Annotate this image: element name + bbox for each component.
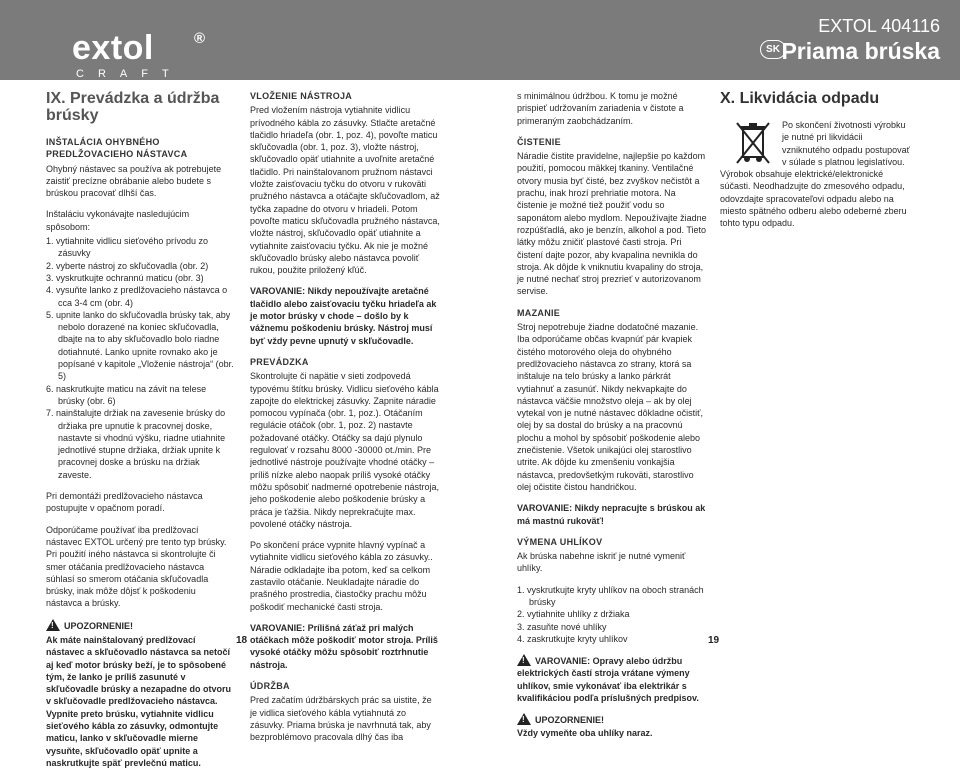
warning-title: !UPOZORNENIE! [517,713,707,726]
column-4 [720,90,910,239]
list-item: 1. vytiahnite vidlicu sieťového prívodu zo zásuvky [46,236,208,259]
model-number: EXTOL 404116 [818,16,940,36]
list-item: 1. vyskrutkujte kryty uhlíkov na oboch stranách brúsky [517,584,704,607]
warning-text: VAROVANIE: Nikdy nepoužívajte aretačné tlačidlo alebo zaisťovaciu tyčku hriadeľa ak je motor brúsky v chode – došlo by k vážnemu poškodeniu brúsky. Nástroj musí byť vždy pevne upnutý v skľučovadle. [250,286,437,346]
subheading-installation: INŠTALÁCIA OHYBNÉHO PREDLŽOVACIEHO NÁSTAVCA [46,137,188,160]
brand-sub: CRAFT [76,68,183,80]
subheading-brush-replacement: VÝMENA UHLÍKOV [517,536,603,547]
warning-icon [517,713,531,725]
list-item: 4. vysuňte lanko z predlžovacieho nástavca o cca 3-4 cm (obr. 4) [46,285,228,308]
list-item: 3. vyskrutkujte ochrannú maticu (obr. 3) [46,272,204,283]
list-item: 3. zasuňte nové uhlíky [517,621,607,632]
extol-logo [26,14,206,80]
list-item: 2. vytiahnite uhlíky z držiaka [517,609,630,620]
paragraph: s minimálnou údržbou. K tomu je možné prispieť udržovaním zariadenia v čistote a primeraným zaobchádzaním. [517,91,684,126]
paragraph: Náradie čistite pravidelne, najlepšie po každom použití, pomocou mäkkej tkaniny. Ventilačné otvory musia byť čisté, bez zvyškov nečistôt a prachu, inak hrozí prehriatie motora. Na čistenie je možné tiež použiť vodu so saponátom alebo mydlom. Nepoužívajte žiadne rozpúšťadlá, ako je benzín, alkohol a pod. Tieto látky môžu zničiť plastové časti stroja. Pri čistení dajte pozor, aby kvapalina nevnikla do stroja. Ak dôjde k vniknutiu kvapaliny do stroja, je nutné nechať stroj prezrieť v autorizovanom servise. [517,151,707,297]
paragraph: Po skončení práce vypnite hlavný vypínač a vytiahnite vidlicu sieťového kábla zo zásuvky.. [250,540,433,563]
subheading-maintenance: ÚDRŽBA [250,681,290,692]
page-number-right: 19 [708,635,720,646]
installation-steps [46,235,234,481]
list-item: 7. nainštalujte držiak na zavesenie brúsky do držiaka pre upnutie k pracovnej doske, nastavte si vhodnú výšku, riadne utiahnite jednotlivé stupne držiaka, držiak upnite k pracovnej doske a brúsku na držiak zaveste. [46,408,226,480]
warning-text: !VAROVANIE: Opravy alebo údržbu elektrických častí stroja vrátane výmeny uhlíkov, smie vykonávať iba elektrikár s kvalifikáciou podľa príslušných predpisov. [517,654,707,704]
page-number-left: 18 [236,635,248,646]
brush-steps [517,584,707,645]
crossed-bin-icon [734,121,772,165]
warning-text: VAROVANIE: Nikdy nepracujte s brúskou ak má mastnú rukoväť! [517,503,706,526]
product-title: Priama brúska [781,38,940,64]
language-badge: SK [760,40,786,59]
subheading-cleaning: ČISTENIE [517,136,561,147]
paragraph: Pred začatím údržbárskych prác sa uistite, že je vidlica sieťového kábla vytiahnutá zo zásuvky. Priama brúska je navrhnutá tak, aby bezproblémovo pracovala dlhý čas iba [250,695,432,743]
paragraph: Skontrolujte či napätie v sieti zodpovedá typovému štítku brúsky. Vidlicu sieťového kábla zapojte do elektrickej zásuvky. Zapnite náradie pomocou vypínača (obr. 1, poz.). Otáčaním regulácie otáčok (obr. 1, poz. 2) nastavte požadované otáčky. Otáčky sa dajú plynulo regulovať v rozsahu 8000 -30000 ot./min. Pre jednotlivé nástroje používajte vhodné otáčky – príliš nízke alebo naopak príliš vysoké otáčky môžu spôsobiť nadmerné opotrebenie nástroja, jeho poškodenie alebo poškodenie brúsky a práca je ťažšia. Nikdy neprekračujte max. povolené otáčky nástroja. [250,371,439,529]
brand-text: extol [72,29,154,67]
subheading-lubrication: MAZANIE [517,307,561,318]
column-1 [46,90,234,778]
paragraph: Náradie odkladajte iba potom, keď sa celkom zastavilo otáčanie. Neukladajte náradie do prašného prostredia, čiastočky prachu môžu poškodiť mechanické časti stroja. [250,564,431,612]
list-item: 5. upnite lanko do skľučovadla brúsky tak, aby nebolo dorazené na koniec skľučovadla, dbajte na to aby skľučovadlo bolo riadne dotiahnuté. Lanko upnite rovnako ako je popísané v kapitole „Vloženie nástroja“ (obr. 5) [46,309,234,382]
section-heading-x: X. Likvidácia odpadu [720,90,880,107]
paragraph: Ohybný nástavec sa používa ak potrebujete zaistiť precízne obrábanie alebo budete s brúskou pracovať dlhší čas. [46,163,222,199]
paragraph: Inštaláciu vykonávajte nasledujúcim spôsobom: [46,209,190,232]
paragraph: Pred vložením nástroja vytiahnite vidlicu prívodného kábla zo zásuvky. Stlačte aretačné tlačidlo hriadeľa (obr. 1, poz. 4), povoľte maticu skľučovadla (obr. 1, poz. 3), vložte nástroj, skľučovadlo opäť utiahnite a uvoľnite aretačné tlačidlo. Pri nainštalovanom pružnom nástavci vložte zaisťovaciu tyčku do otvoru v rukoväti pružného nástavca a otáčajte skľučovadlom, až tyčka zapadne do otvoru v hriadeli. Potom povoľte maticu skľučovadla pružného nástavca, vložte nástroj, skľučovadlo opäť utiahnite a vytiahnite zaisťovaciu tyčku. Ak nie je možné skľučovadlo brúsky alebo nástavca povoliť rukou, použite priložený kľúč. [250,105,440,276]
warning-text: Ak máte nainštalovaný predlžovací nástavec a skľučovadlo nástavca sa netočí aj keď motor brúsky beží, je to spôsobené tým, že lanko je príliš zasunuté v skľučovadle brúsky a nezapadne do otvoru v skľučovadle predlžovacieho nástavca. Vypnite preto brúsku, vytiahnite vidlicu sieťového kábla zo zásuvky, odmontujte maticu, lanko v skľučovadle mierne vysuňte, skľučovadlo opäť upnite a naskrutkujte späť prevlečnú maticu. [46,634,232,768]
section-heading-ix: IX. Prevádzka a údržba brúsky [46,90,220,124]
column-3 [517,90,707,748]
list-item: 6. naskrutkujte maticu na závit na telese brúsky (obr. 6) [46,383,207,406]
subheading-operation: PREVÁDZKA [250,356,309,367]
warning-text: Vždy vymeňte oba uhlíky naraz. [517,727,653,738]
warning-title: !UPOZORNENIE! [46,619,234,632]
column-2 [250,90,440,753]
paragraph: Po skončení životnosti výrobku je nutné pri likvidácii vzniknutého odpadu postupovať v súlade s platnou legislatívou. Výrobok obsahuje elektrické/elektronické súčasti. Neodhadzujte do zmesového odpadu, odovzdajte spracovateľovi odpadu alebo na miesto spätného odberu alebo odeberné zberu tohto typu odpadu. [720,120,910,229]
page-header [0,0,960,80]
warning-text: VAROVANIE: Prílišná záťaž pri malých otáčkach môže poškodiť motor stroja. Príliš vysoké otáčky môžu spôsobiť roztrhnutie nástroja. [250,622,438,670]
list-item: 4. zaskrutkujte kryty uhlíkov [517,633,628,644]
paragraph: Stroj nepotrebuje žiadne dodatočné mazanie. Iba odporúčame občas kvapnúť pár kvapiek čistého motorového oleja do ohybného predlžovacieho nástavca zo strany, ktorá sa inštaluje na telo brúsky a lanko párkrát vytiahnuť a zasunúť. Nikdy nekvapkajte do nástavca väčšie množstvo oleja – ak by olej vytekal von je nutné nástavec dôkladne očistiť, olej by sa dostal do brúsky a na pracovnú plochu a mohol by spôsobiť poškodenie alebo znečistenie. Všetok unikajúci olej starostlivo utrite. Ak dôjde ku zmenšeniu vonkajšia nástavca, predovšetkým rukoväti, starostlivo olej očistite čistou handričkou. [517,322,703,492]
list-item: 2. vyberte nástroj zo skľučovadla (obr. 2) [46,260,209,271]
paragraph: Ak brúska nabehne iskriť je nutné vymeniť uhlíky. [517,551,686,574]
paragraph: Pri demontáži predlžovacieho nástavca postupujte v opačnom poradí. [46,491,203,514]
registered-mark: ® [194,30,206,47]
warning-icon [46,619,60,631]
subheading-tool-insert: VLOŽENIE NÁSTROJA [250,91,353,101]
paragraph: Odporúčame používať iba predlžovací nástavec EXTOL určený pre tento typ brúsky. Pri použití iného nástavca si skontrolujte či smer otáčania predlžovacieho nástavca súhlasí so smerom otáčania skľučovadla brúsky, inak môže dôjsť k poškodeniu nástavca a brúsky. [46,524,227,609]
